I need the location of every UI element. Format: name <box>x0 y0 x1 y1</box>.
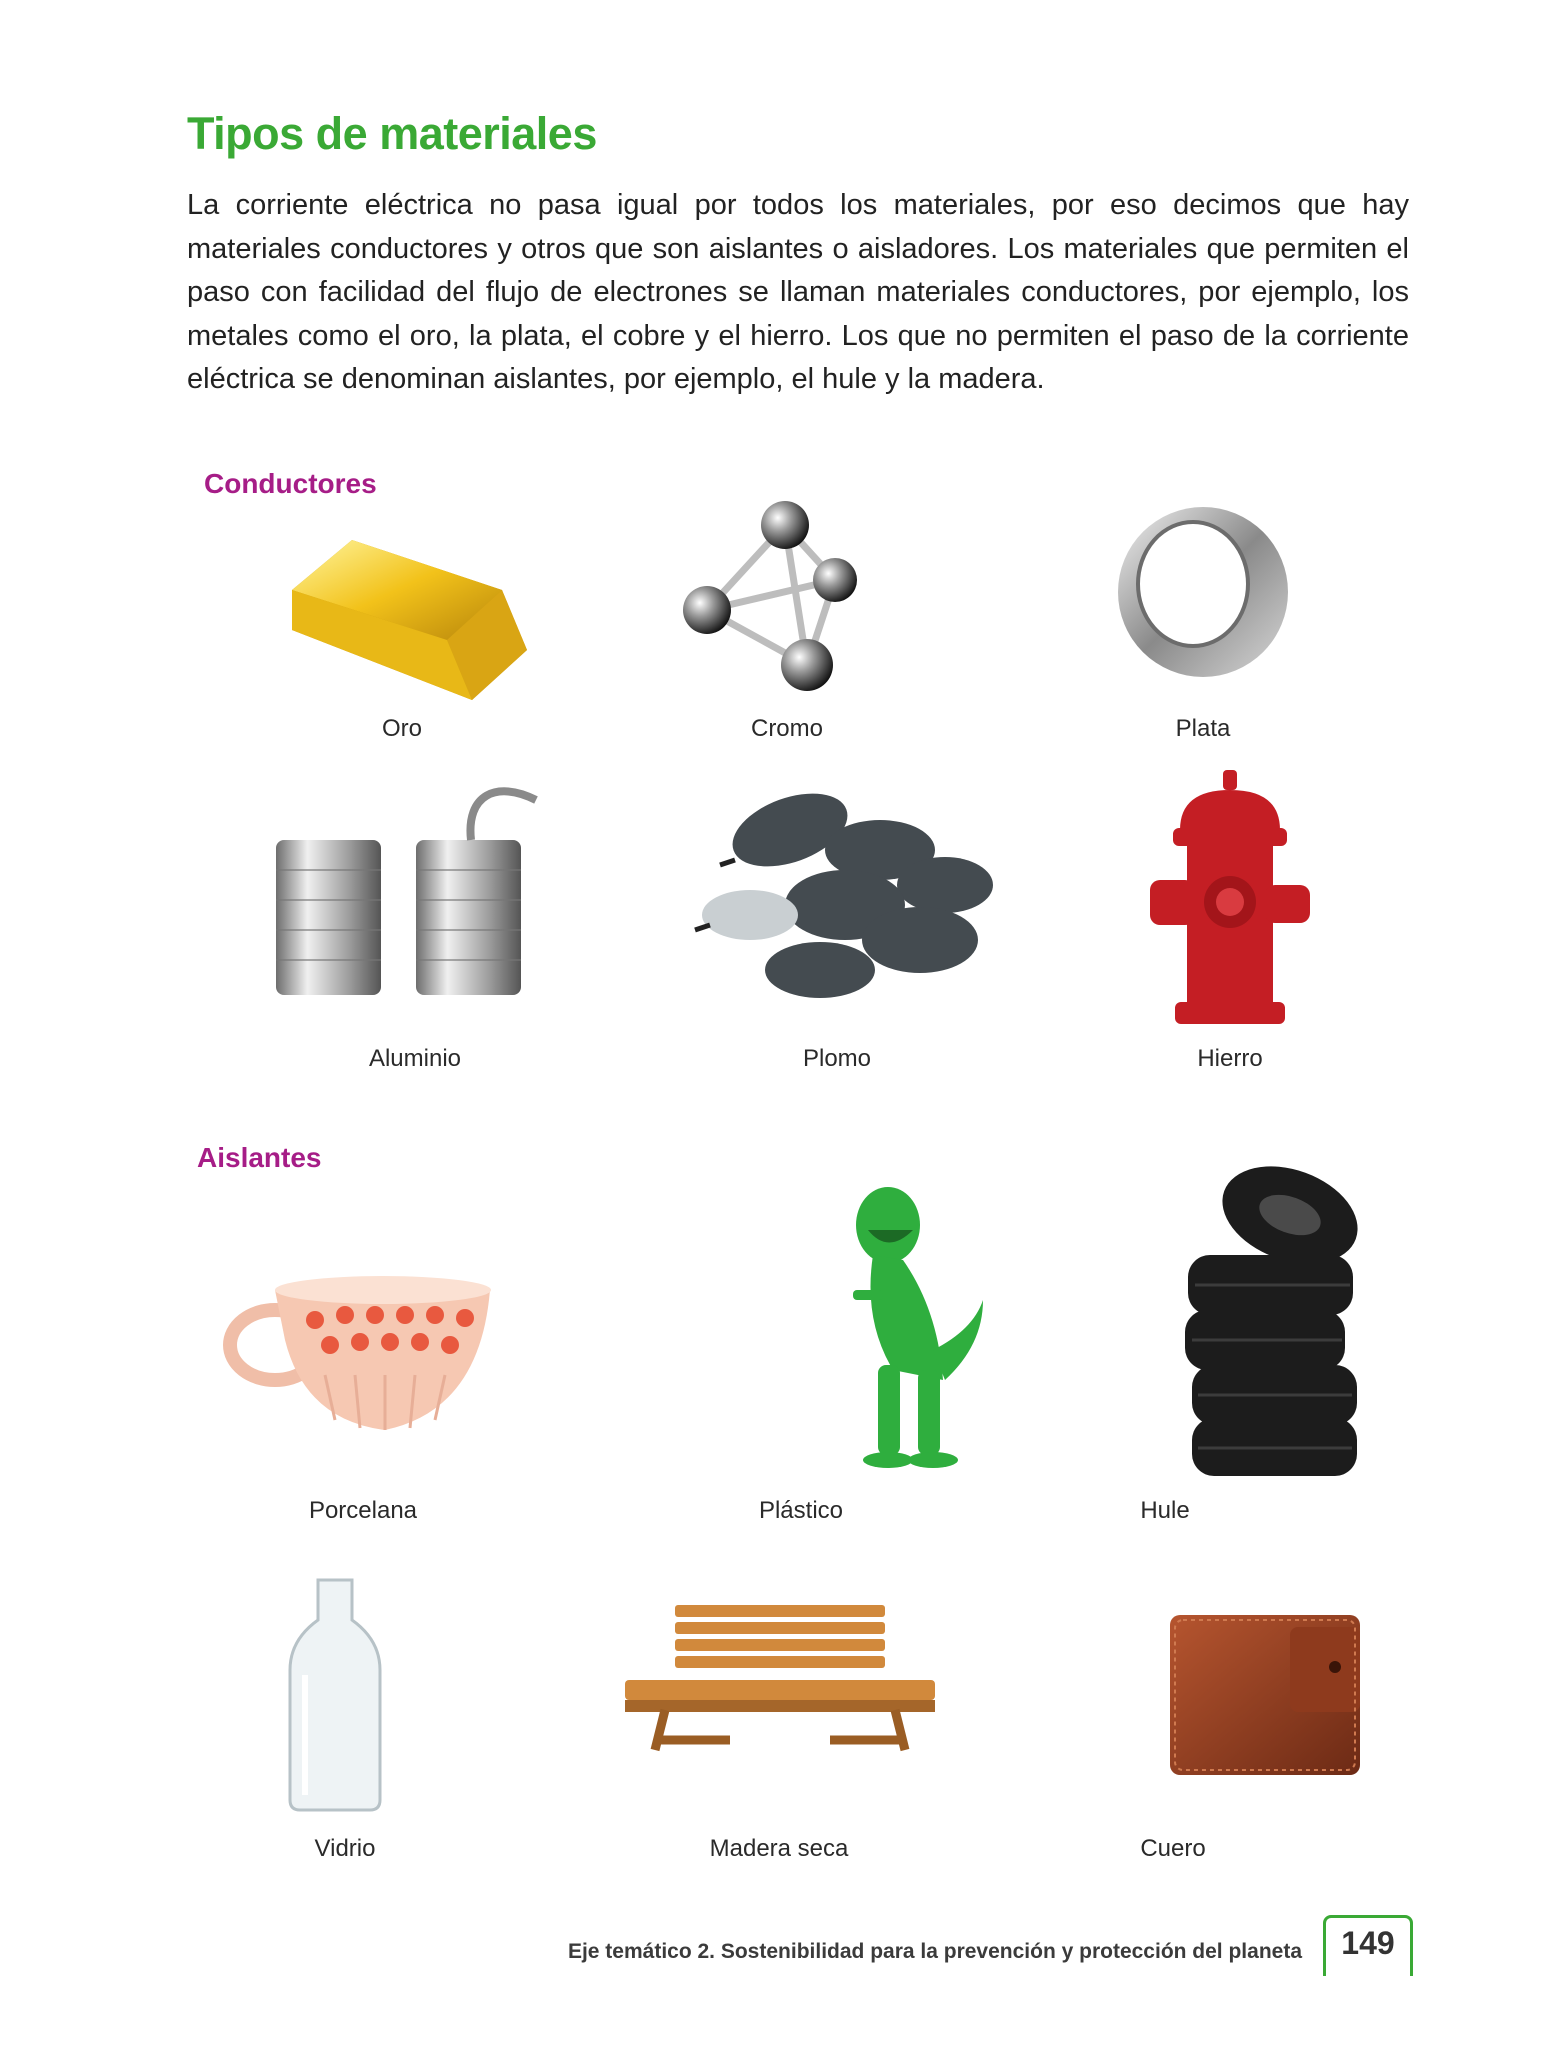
page-title: Tipos de materiales <box>187 108 597 159</box>
leather-wallet-icon <box>1160 1605 1370 1780</box>
glass-bottle-icon <box>280 1575 390 1815</box>
image-plomo <box>650 780 1030 1060</box>
image-vidrio <box>145 1575 525 1855</box>
image-plastico <box>728 1180 1108 1460</box>
section-title-conductores: Conductores <box>204 468 377 499</box>
section-title-aislantes: Aislantes <box>197 1142 322 1173</box>
porcelain-cup-icon <box>215 1270 505 1440</box>
caption-plastico: Plástico <box>758 1497 844 1524</box>
page-number-box <box>1323 1915 1413 1976</box>
caption-cuero: Cuero <box>1140 1835 1206 1862</box>
caption-vidrio: Vidrio <box>314 1835 376 1862</box>
caption-plata: Plata <box>1175 715 1231 742</box>
caption-porcelana: Porcelana <box>308 1497 418 1524</box>
rubber-tires-icon <box>1180 1160 1370 1480</box>
tin-cans-icon <box>266 775 566 1005</box>
intro-paragraph: La corriente eléctrica no pasa igual por todos los materiales, por eso decimos que hay materiales conductores y otros que son aislantes o aisladores. Los materiales que permiten el paso con facilidad del flujo de electrones se llaman materiales conductores, por ejemplo, los metales como el oro, la plata, el cobre y el hierro. Los que no permiten el paso de la corriente eléctrica se denominan aislantes, por ejemplo, el hule y la madera. <box>187 189 1409 395</box>
page-number: 149 <box>1341 1925 1395 1961</box>
caption-plomo: Plomo <box>802 1045 872 1072</box>
footer-text: Eje temático 2. Sostenibilidad para la prevención y protección del planeta <box>567 1940 1302 1963</box>
image-oro <box>212 520 592 800</box>
caption-hierro: Hierro <box>1197 1045 1263 1072</box>
image-aluminio <box>226 775 606 1055</box>
image-hierro <box>1040 770 1420 1050</box>
chrome-molecule-icon <box>667 495 907 705</box>
caption-cromo: Cromo <box>750 715 823 742</box>
gold-bar-icon <box>272 520 532 710</box>
lead-sinkers-icon <box>680 780 1000 1000</box>
image-hule <box>1085 1160 1465 1440</box>
caption-hule: Hule <box>1140 1497 1190 1524</box>
caption-oro: Oro <box>381 715 422 742</box>
caption-aluminio: Aluminio <box>368 1045 462 1072</box>
plastic-dinosaur-icon <box>833 1180 1003 1480</box>
silver-ring-icon <box>1103 492 1303 692</box>
wooden-bench-icon <box>620 1600 940 1760</box>
caption-madera-seca: Madera seca <box>709 1835 849 1862</box>
fire-hydrant-icon <box>1145 770 1315 1030</box>
